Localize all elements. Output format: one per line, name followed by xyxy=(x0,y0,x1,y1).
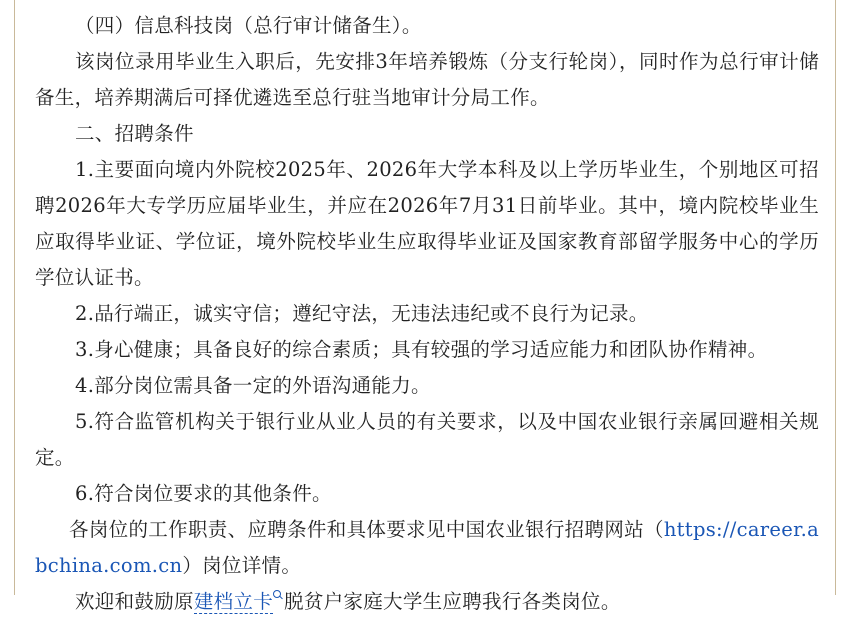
welcome-suffix: 脱贫户家庭大学生应聘我行各类岗位。 xyxy=(284,590,621,613)
section-info-tech-body: 该岗位录用毕业生入职后，先安排3年培养锻炼（分支行轮岗），同时作为总行审计储备生，培养期满后可择优遴选至总行驻当地审计分局工作。 xyxy=(35,50,819,109)
condition-item: 5.符合监管机构关于银行业从业人员的有关要求，以及中国农业银行亲属回避相关规定。 xyxy=(35,410,819,469)
article-page xyxy=(14,0,836,613)
condition-item: 2.品行端正，诚实守信；遵纪守法，无违法违纪或不良行为记录。 xyxy=(75,302,649,325)
career-site-link[interactable]: https://career.abchina.com.cn xyxy=(35,518,819,577)
condition-item: 4.部分岗位需具备一定的外语沟通能力。 xyxy=(75,374,431,397)
details-prefix: 各岗位的工作职责、应聘条件和具体要求见中国农业银行招聘网站（ xyxy=(69,518,664,541)
section-info-tech-title: （四）信息科技岗（总行审计储备生）。 xyxy=(75,14,422,37)
article-body xyxy=(35,8,819,620)
welcome-paragraph xyxy=(35,584,819,620)
section-two-heading: 二、招聘条件 xyxy=(75,122,194,145)
condition-item: 3.身心健康；具备良好的综合素质；具有较强的学习适应能力和团队协作精神。 xyxy=(75,338,768,361)
welcome-prefix: 欢迎和鼓励原 xyxy=(75,590,194,613)
keyword-link[interactable]: 建档立卡 xyxy=(193,590,274,613)
condition-item: 6.符合岗位要求的其他条件。 xyxy=(75,482,332,505)
details-paragraph xyxy=(35,512,819,584)
condition-item: 1.主要面向境内外院校2025年、2026年大学本科及以上学历毕业生，个别地区可招聘2026年大专学历应届毕业生，并应在2026年7月31日前毕业。其中，境内院校毕业生应取得毕业证、学位证，境外院校毕业生应取得毕业证及国家教育部留学服务中心的学历学位认证书。 xyxy=(35,158,819,289)
search-icon[interactable] xyxy=(273,590,282,599)
details-suffix: ）岗位详情。 xyxy=(182,554,302,577)
